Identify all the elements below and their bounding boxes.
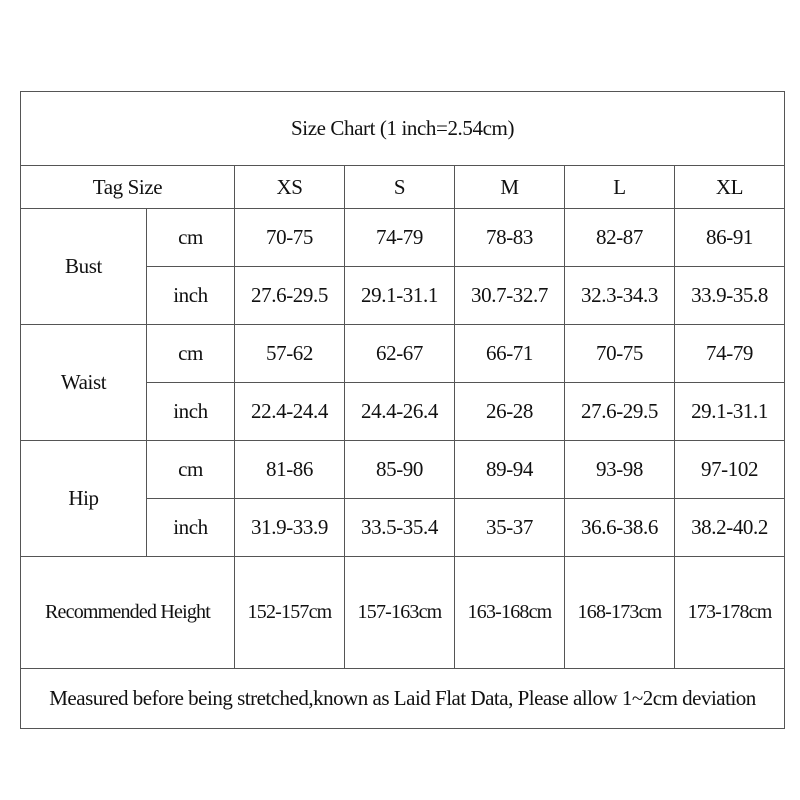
waist-cm-xl: 74-79 [675,325,785,383]
hip-label: Hip [21,441,147,557]
recommended-height-label: Recommended Height [21,557,235,669]
bust-inch-s: 29.1-31.1 [345,267,455,325]
bust-cm-xs: 70-75 [235,209,345,267]
bust-label: Bust [21,209,147,325]
bust-cm-s: 74-79 [345,209,455,267]
title-row [21,92,785,166]
bust-cm-m: 78-83 [455,209,565,267]
bust-inch-xl: 33.9-35.8 [675,267,785,325]
waist-cm-xs: 57-62 [235,325,345,383]
waist-inch-xs: 22.4-24.4 [235,383,345,441]
waist-inch-l: 27.6-29.5 [565,383,675,441]
waist-cm-s: 62-67 [345,325,455,383]
hip-cm-s: 85-90 [345,441,455,499]
waist-inch-unit: inch [147,383,235,441]
bust-cm-row [21,209,785,267]
hip-inch-xl: 38.2-40.2 [675,499,785,557]
waist-label: Waist [21,325,147,441]
hip-inch-unit: inch [147,499,235,557]
deviation-note: Measured before being stretched,known as Laid Flat Data, Please allow 1~2cm deviation [21,669,785,729]
hip-cm-xl: 97-102 [675,441,785,499]
bust-cm-l: 82-87 [565,209,675,267]
size-chart-table [20,91,785,729]
height-xs: 152-157cm [235,557,345,669]
height-l: 168-173cm [565,557,675,669]
waist-cm-unit: cm [147,325,235,383]
size-chart-title: Size Chart (1 inch=2.54cm) [21,92,785,166]
bust-inch-unit: inch [147,267,235,325]
size-header-xs: XS [235,166,345,209]
tag-size-label: Tag Size [21,166,235,209]
waist-cm-l: 70-75 [565,325,675,383]
bust-inch-m: 30.7-32.7 [455,267,565,325]
waist-cm-m: 66-71 [455,325,565,383]
hip-inch-xs: 31.9-33.9 [235,499,345,557]
height-xl: 173-178cm [675,557,785,669]
hip-cm-xs: 81-86 [235,441,345,499]
hip-cm-m: 89-94 [455,441,565,499]
hip-cm-unit: cm [147,441,235,499]
height-s: 157-163cm [345,557,455,669]
recommended-height-row [21,557,785,669]
bust-inch-l: 32.3-34.3 [565,267,675,325]
header-row [21,166,785,209]
bust-inch-xs: 27.6-29.5 [235,267,345,325]
waist-inch-s: 24.4-26.4 [345,383,455,441]
height-m: 163-168cm [455,557,565,669]
size-header-xl: XL [675,166,785,209]
size-header-l: L [565,166,675,209]
hip-inch-s: 33.5-35.4 [345,499,455,557]
hip-cm-row [21,441,785,499]
waist-inch-xl: 29.1-31.1 [675,383,785,441]
size-header-m: M [455,166,565,209]
hip-inch-l: 36.6-38.6 [565,499,675,557]
waist-cm-row [21,325,785,383]
footer-row [21,669,785,729]
hip-inch-m: 35-37 [455,499,565,557]
bust-cm-unit: cm [147,209,235,267]
bust-cm-xl: 86-91 [675,209,785,267]
size-header-s: S [345,166,455,209]
waist-inch-m: 26-28 [455,383,565,441]
hip-cm-l: 93-98 [565,441,675,499]
